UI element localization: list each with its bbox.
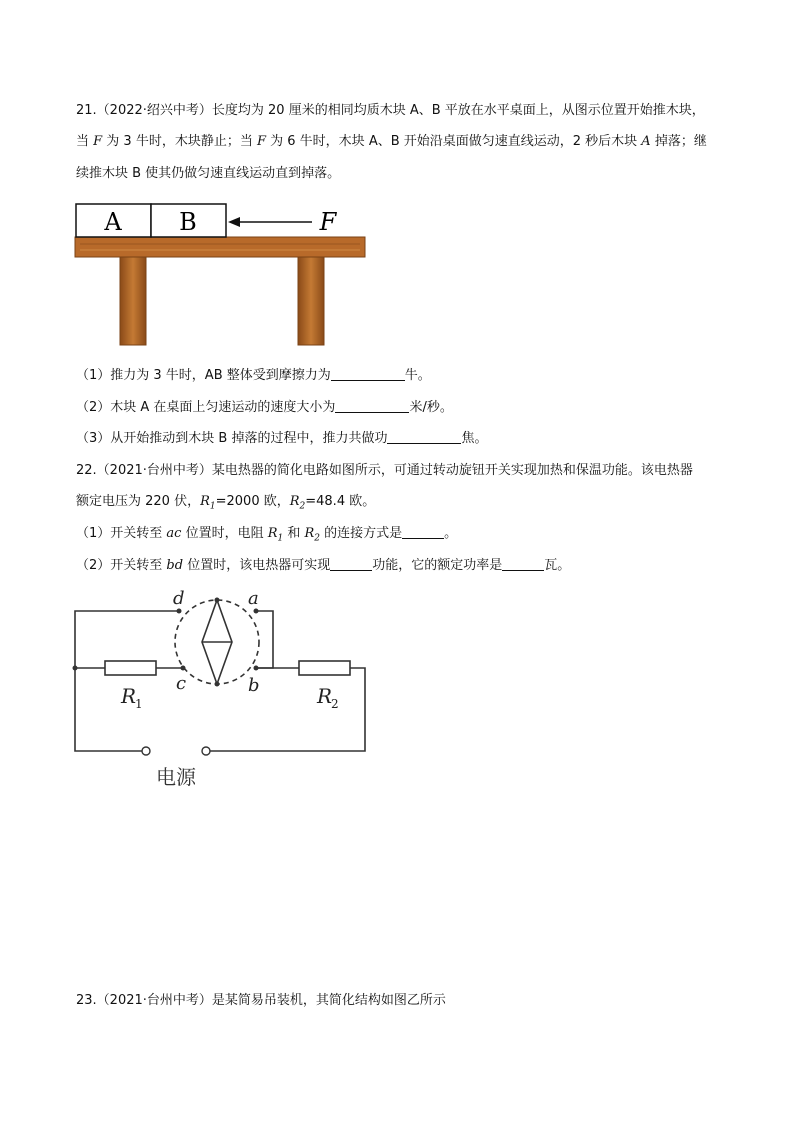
q21-sub1-text: （1）推力为 3 牛时，AB 整体受到摩擦力为 bbox=[76, 368, 331, 383]
q22-text: 额定电压为 220 伏， bbox=[76, 494, 201, 509]
r1-label-sub: 1 bbox=[135, 697, 143, 711]
q22-text: 的连接方式是 bbox=[320, 526, 403, 541]
q22-text: =2000 欧， bbox=[215, 494, 290, 509]
resistor-r2 bbox=[299, 661, 350, 675]
q21-sub3 bbox=[76, 429, 487, 449]
var-a: A bbox=[641, 134, 651, 149]
var-r2-sub: 2 bbox=[299, 501, 306, 512]
q21-text: 为 3 牛时，木块静止；当 bbox=[102, 134, 257, 149]
var-ac: ac bbox=[166, 526, 182, 541]
table-figure bbox=[74, 200, 368, 348]
q21-sub2-text: （2）木块 A 在桌面上匀速运动的速度大小为 bbox=[76, 400, 336, 415]
source-terminal-right bbox=[202, 747, 210, 755]
terminal-b-label: b bbox=[248, 675, 260, 696]
source-terminal-left bbox=[142, 747, 150, 755]
q21-sub1 bbox=[76, 366, 431, 386]
q22-sub1 bbox=[76, 524, 457, 549]
force-arrowhead bbox=[228, 217, 240, 227]
terminal-c-label: c bbox=[176, 673, 187, 694]
q22-text: 。 bbox=[444, 526, 458, 541]
var-r2: R bbox=[304, 526, 315, 541]
q21-sub2-unit: 米/秒。 bbox=[409, 400, 453, 415]
terminal-d-label: d bbox=[173, 588, 185, 609]
var-r1-sub: 1 bbox=[277, 533, 284, 544]
var-r2-sub: 2 bbox=[314, 533, 321, 544]
answer-blank[interactable] bbox=[330, 556, 372, 571]
force-label: F bbox=[319, 208, 337, 236]
table-leg-left bbox=[120, 257, 146, 345]
r2-label: R bbox=[317, 684, 333, 708]
var-f: F bbox=[93, 134, 103, 149]
q22-text: 功能，它的额定功率是 bbox=[372, 558, 503, 573]
q22-text: 和 bbox=[283, 526, 305, 541]
q22-text: 位置时，电阻 bbox=[181, 526, 268, 541]
answer-blank[interactable] bbox=[387, 429, 461, 444]
q22-text: （1）开关转至 bbox=[76, 526, 167, 541]
answer-blank[interactable] bbox=[331, 366, 405, 381]
answer-blank[interactable] bbox=[402, 524, 444, 539]
q21-stem-line1: 21.（2022·绍兴中考）长度均为 20 厘米的相同均质木块 A、B 平放在水平桌面上，从图示位置开始推木块， bbox=[76, 103, 705, 118]
terminal-a-label: a bbox=[248, 588, 259, 609]
table-leg-right bbox=[298, 257, 324, 345]
resistor-r1 bbox=[105, 661, 156, 675]
q21-text: 为 6 牛时，木块 A、B 开始沿桌面做匀速直线运动，2 秒后木块 bbox=[266, 134, 642, 149]
var-r1-sub: 1 bbox=[209, 501, 216, 512]
var-bd: bd bbox=[166, 558, 184, 573]
var-r1: R bbox=[267, 526, 278, 541]
q22-stem-line2 bbox=[76, 492, 375, 517]
q21-sub3-unit: 焦。 bbox=[461, 431, 488, 446]
q21-sub3-text: （3）从开始推动到木块 B 掉落的过程中，推力共做功 bbox=[76, 431, 388, 446]
q22-text: 瓦。 bbox=[544, 558, 571, 573]
q21-stem-line3: 续推木块 B 使其仍做匀速直线运动直到掉落。 bbox=[76, 166, 341, 181]
var-r2: R bbox=[289, 494, 300, 509]
q23-stem-line1: 23.（2021·台州中考）是某简易吊装机，其简化结构如图乙所示 bbox=[76, 993, 446, 1008]
q22-text: （2）开关转至 bbox=[76, 558, 167, 573]
block-a-label: A bbox=[104, 208, 122, 236]
answer-blank[interactable] bbox=[335, 398, 409, 413]
answer-blank[interactable] bbox=[502, 556, 544, 571]
q21-text: 掉落；继 bbox=[650, 134, 707, 149]
power-source-label: 电源 bbox=[156, 765, 196, 789]
var-f: F bbox=[256, 134, 267, 149]
circuit-figure bbox=[72, 588, 368, 790]
q22-sub2 bbox=[76, 556, 570, 576]
table-top bbox=[75, 237, 365, 257]
q21-sub1-unit: 牛。 bbox=[404, 368, 431, 383]
q21-sub2 bbox=[76, 398, 453, 418]
q22-stem-line1: 22.（2021·台州中考）某电热器的简化电路如图所示，可通过转动旋钮开关实现加热和保温功能。该电热器 bbox=[76, 463, 693, 478]
block-b-label: B bbox=[179, 208, 197, 236]
q21-text: 当 bbox=[76, 134, 94, 149]
r1-label: R bbox=[121, 684, 137, 708]
r2-label-sub: 2 bbox=[331, 697, 339, 711]
q21-stem-line2 bbox=[76, 132, 707, 152]
q22-text: 位置时，该电热器可实现 bbox=[183, 558, 331, 573]
var-r1: R bbox=[200, 494, 210, 509]
q22-text: =48.4 欧。 bbox=[305, 494, 376, 509]
